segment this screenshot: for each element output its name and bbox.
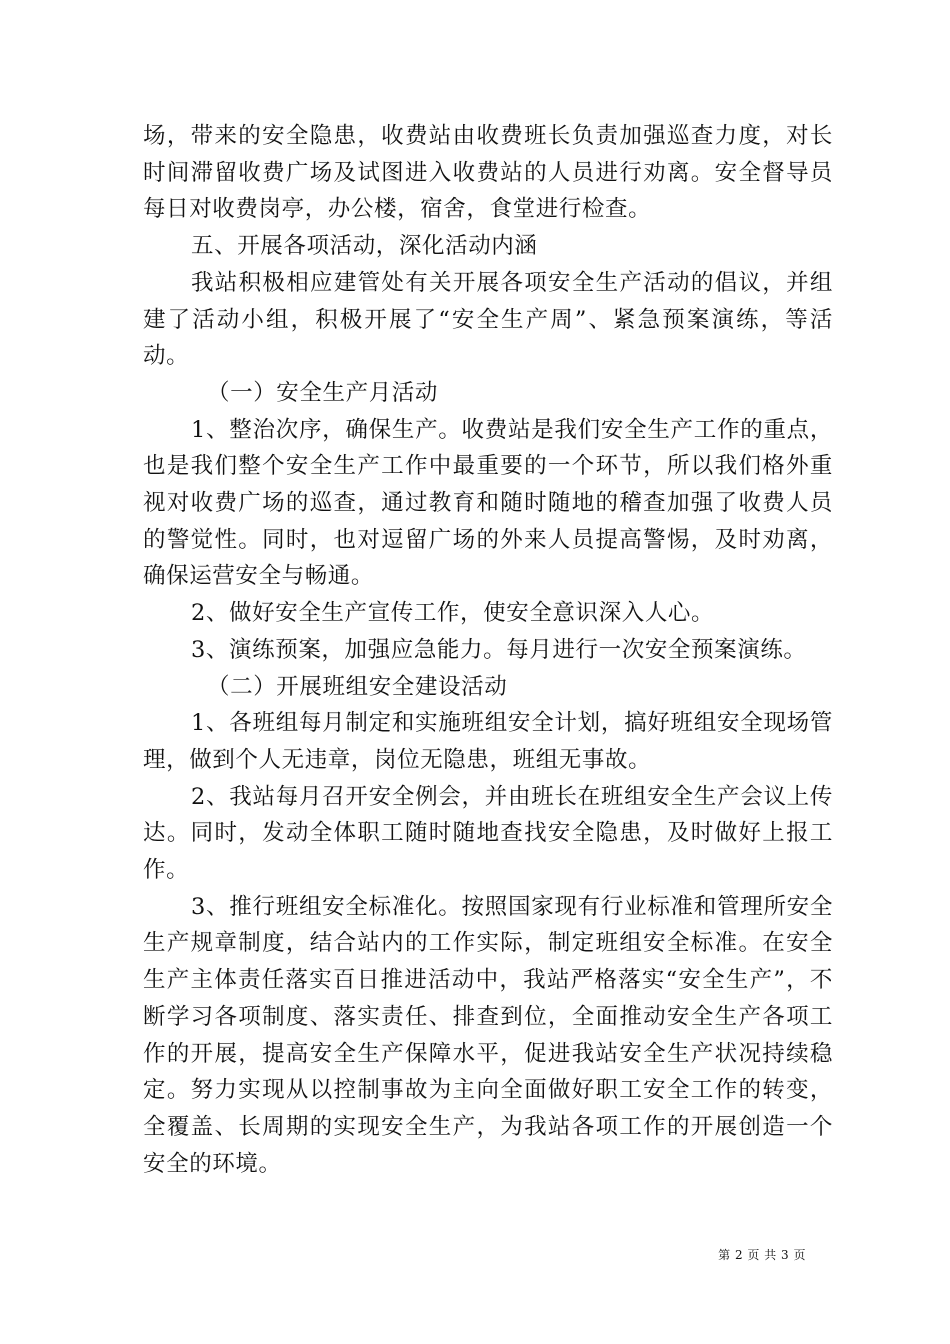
list-item-2-2: 2、我站每月召开安全例会，并由班长在班组安全生产会议上传达。同时，发动全体职工随时随地查找安全隐患，及时做好上报工作。: [143, 783, 833, 884]
list-item-2-1: 1、各班组每月制定和实施班组安全计划，搞好班组安全现场管理，做到个人无违章，岗位无隐患，班组无事故。: [143, 710, 833, 773]
list-item-2-3: 3、推行班组安全标准化。按照国家现有行业标准和管理所安全生产规章制度，结合站内的工作实际，制定班组安全标准。在安全生产主体责任落实百日推进活动中，我站严格落实“安全生产”，不断学习各项制度、落实责任、排查到位，全面推动安全生产各项工作的开展，提高安全生产保障水平，促进我站安全生产状况持续稳定。努力实现从以控制事故为主向全面做好职工安全工作的转变，全覆盖、长周期的实现安全生产，为我站各项工作的开展创造一个安全的环境。: [143, 893, 833, 1177]
page-number: 第 2 页 共 3 页: [718, 1248, 806, 1262]
list-item-1-2: 2、做好安全生产宣传工作，使安全意识深入人心。: [191, 600, 715, 627]
list-item-1-1: 1、整治次序，确保生产。收费站是我们安全生产工作的重点，也是我们整个安全生产工作中最重要的一个环节，所以我们格外重视对收费广场的巡查，通过教育和随时随地的稽查加强了收费人员的警觉性。同时，也对逗留广场的外来人员提高警惕，及时劝离，确保运营安全与畅通。: [143, 416, 833, 590]
list-item-1-3: 3、演练预案，加强应急能力。每月进行一次安全预案演练。: [191, 636, 807, 663]
section-heading-5: 五、开展各项活动，深化活动内涵: [191, 233, 538, 260]
paragraph-2: 我站积极相应建管处有关开展各项安全生产活动的倡议，并组建了活动小组，积极开展了“安全生产周”、紧急预案演练，等活动。: [143, 269, 833, 370]
subsection-heading-2: （二）开展班组安全建设活动: [207, 673, 508, 700]
subsection-heading-1: （一）安全生产月活动: [207, 379, 439, 406]
document-body: [143, 118, 833, 1182]
paragraph-1: 场，带来的安全隐患，收费站由收费班长负责加强巡查力度，对长时间滞留收费广场及试图进入收费站的人员进行劝离。安全督导员每日对收费岗亭，办公楼，宿舍，食堂进行检查。: [143, 123, 833, 223]
